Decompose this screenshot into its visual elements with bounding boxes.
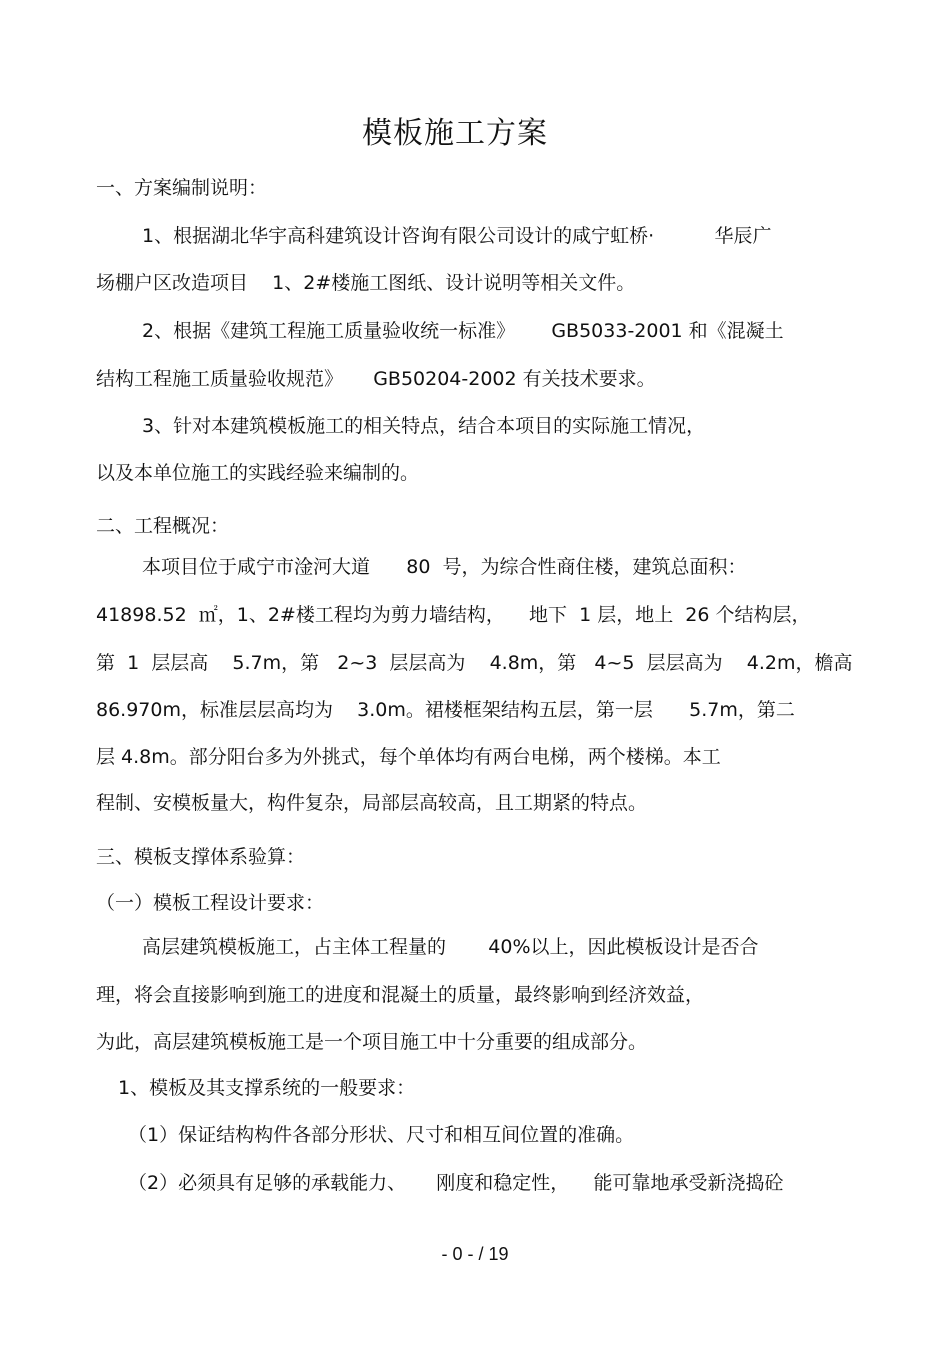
paragraph-line: 第 1 层层高 5.7m，第 2~3 层层高为 4.8m，第 4~5 层层高为 4.2m，檐高 <box>96 652 853 674</box>
list-item: （1）保证结构构件各部分形状、尺寸和相互间位置的准确。 <box>128 1124 635 1146</box>
section-heading-2: 二、工程概况： <box>96 515 230 537</box>
paragraph-line: 86.970m，标准层层高均为 3.0m。裙楼框架结构五层，第一层 5.7m，第二 <box>96 699 795 721</box>
paragraph-line: 程制、安模板量大，构件复杂，局部层高较高，且工期紧的特点。 <box>96 792 648 814</box>
subsection-heading: （一）模板工程设计要求： <box>96 892 325 914</box>
paragraph-line: 场棚户区改造项目 1、2#楼施工图纸、设计说明等相关文件。 <box>96 272 636 294</box>
paragraph-line: 1、根据湖北华宇高科建筑设计咨询有限公司设计的咸宁虹桥· 华辰广 <box>142 225 772 247</box>
paragraph-line: 3、针对本建筑模板施工的相关特点，结合本项目的实际施工情况， <box>142 415 706 437</box>
paragraph-line: 41898.52 ㎡，1、2#楼工程均为剪力墙结构， 地下 1 层，地上 26 个结构层， <box>96 604 811 626</box>
paragraph-line: 为此，高层建筑模板施工是一个项目施工中十分重要的组成部分。 <box>96 1031 648 1053</box>
section-heading-1: 一、方案编制说明： <box>96 177 268 199</box>
page-number: - 0 - / 19 <box>441 1244 509 1264</box>
paragraph-line: 理，将会直接影响到施工的进度和混凝土的质量，最终影响到经济效益， <box>96 984 705 1006</box>
section-heading-3: 三、模板支撑体系验算： <box>96 846 306 868</box>
paragraph-line: 以及本单位施工的实践经验来编制的。 <box>96 462 420 484</box>
document-title: 模板施工方案 <box>362 116 548 151</box>
paragraph-line: 本项目位于咸宁市淦河大道 80 号，为综合性商住楼，建筑总面积： <box>142 556 747 578</box>
list-item: （2）必须具有足够的承载能力、 刚度和稳定性， 能可靠地承受新浇捣砼 <box>128 1172 784 1194</box>
paragraph-line: 高层建筑模板施工，占主体工程量的 40%以上，因此模板设计是否合 <box>142 936 759 958</box>
paragraph-line: 结构工程施工质量验收规范》 GB50204-2002 有关技术要求。 <box>96 368 656 390</box>
list-heading: 1、模板及其支撑系统的一般要求： <box>118 1077 416 1099</box>
paragraph-line: 2、根据《建筑工程施工质量验收统一标准》 GB5033-2001 和《混凝土 <box>142 320 784 342</box>
paragraph-line: 层 4.8m。部分阳台多为外挑式，每个单体均有两台电梯，两个楼梯。本工 <box>96 746 721 768</box>
